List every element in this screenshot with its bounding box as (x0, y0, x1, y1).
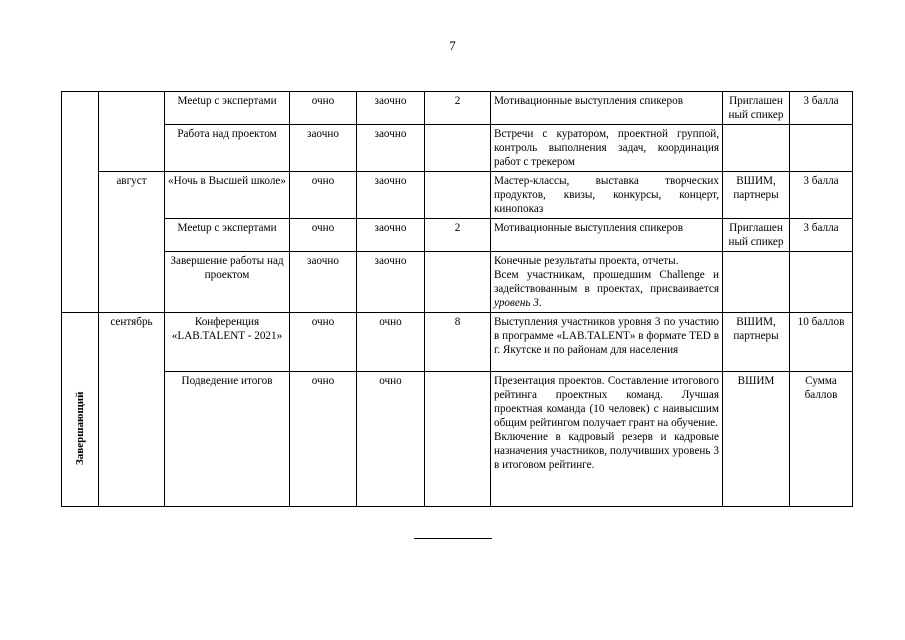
table-row (62, 172, 853, 219)
event-cell: Конференция «LAB.TALENT - 2021» (165, 313, 290, 372)
participants-cell (723, 125, 790, 172)
participants-cell: Приглашен ный спикер (723, 92, 790, 125)
table-row (62, 372, 853, 507)
format-cell: очно (290, 372, 357, 507)
hours-cell: 2 (425, 219, 491, 252)
format-cell: заочно (357, 125, 425, 172)
hours-cell: 2 (425, 92, 491, 125)
score-cell: 3 балла (790, 92, 853, 125)
participants-cell: Приглашен ный спикер (723, 219, 790, 252)
table-row (62, 92, 853, 125)
participants-cell: ВШИМ (723, 372, 790, 507)
score-cell: 3 балла (790, 219, 853, 252)
format-cell: очно (290, 313, 357, 372)
score-cell (790, 125, 853, 172)
hours-cell (425, 125, 491, 172)
score-cell (790, 252, 853, 313)
score-cell: Сумма баллов (790, 372, 853, 507)
description-cell (491, 372, 723, 507)
format-cell: очно (290, 172, 357, 219)
format-cell: заочно (290, 252, 357, 313)
event-cell: Работа над проектом (165, 125, 290, 172)
month-cell (99, 92, 165, 172)
participants-cell: ВШИМ, партнеры (723, 172, 790, 219)
stage-cell (62, 313, 99, 507)
stage-cell (62, 92, 99, 313)
table-row (62, 219, 853, 252)
format-cell: очно (357, 372, 425, 507)
description-paragraph: Презентация проектов. Составление итогового рейтинга проектных команд. Лучшая проектная команда (10 человек) с наивысшим общим рейтингом получает грант на обучение. (494, 375, 719, 429)
period: . (538, 297, 542, 309)
table-row (62, 252, 853, 313)
event-cell: Meetup с экспертами (165, 219, 290, 252)
month-cell: сентябрь (99, 313, 165, 507)
footnote-separator (414, 538, 492, 539)
level-emphasis: уровень 3 (494, 297, 539, 309)
description-paragraph: Включение в кадровый резерв и кадровые назначения участников, получивших уровень 3 в итоговом рейтинге. (494, 431, 719, 471)
hours-cell (425, 252, 491, 313)
event-cell: «Ночь в Высшей школе» (165, 172, 290, 219)
description-cell: Выступления участников уровня 3 по участию в программе «LAB.TALENT» в формате TED в г. Якутске и по районам для населения (491, 313, 723, 372)
format-cell: заочно (357, 252, 425, 313)
description-cell (491, 252, 723, 313)
stage-label: Завершающий (74, 391, 86, 465)
event-cell: Подведение итогов (165, 372, 290, 507)
description-line: Всем участникам, прошедшим Challenge и задействованным в проектах, присваивается (494, 269, 719, 295)
description-cell: Мотивационные выступления спикеров (491, 219, 723, 252)
page-number: 7 (449, 38, 456, 53)
description-cell: Встречи с куратором, проектной группой, контроль выполнения задач, координация работ с трекером (491, 125, 723, 172)
schedule-table (61, 91, 853, 507)
description-cell: Мастер-классы, выставка творческих продуктов, квизы, конкурсы, концерт, кинопоказ (491, 172, 723, 219)
event-cell: Meetup с экспертами (165, 92, 290, 125)
format-cell: очно (290, 219, 357, 252)
format-cell: заочно (357, 92, 425, 125)
hours-cell (425, 372, 491, 507)
description-cell: Мотивационные выступления спикеров (491, 92, 723, 125)
table-row (62, 125, 853, 172)
format-cell: заочно (357, 172, 425, 219)
format-cell: заочно (357, 219, 425, 252)
table-row (62, 313, 853, 372)
format-cell: заочно (290, 125, 357, 172)
hours-cell (425, 172, 491, 219)
participants-cell (723, 252, 790, 313)
format-cell: очно (357, 313, 425, 372)
participants-cell: ВШИМ, партнеры (723, 313, 790, 372)
score-cell: 3 балла (790, 172, 853, 219)
hours-cell: 8 (425, 313, 491, 372)
description-line: Конечные результаты проекта, отчеты. (494, 255, 679, 267)
event-cell: Завершение работы над проектом (165, 252, 290, 313)
month-cell: август (99, 172, 165, 313)
format-cell: очно (290, 92, 357, 125)
score-cell: 10 баллов (790, 313, 853, 372)
